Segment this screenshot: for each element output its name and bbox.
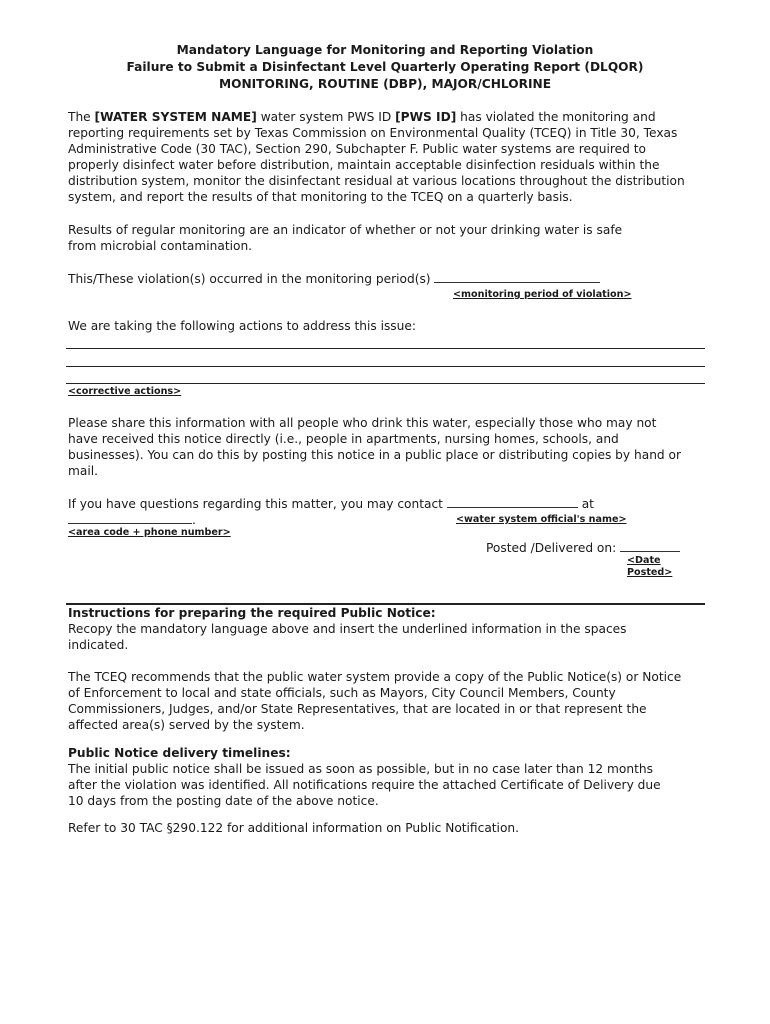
tceq-line: The TCEQ recommends that the public water system provide a copy of the Public Notice(s) or Notice (68, 670, 682, 684)
date-tag-line-2: Posted> (627, 567, 673, 578)
share-line: businesses). You can do this by posting this notice in a public place or distributing copies by hand or (68, 448, 681, 462)
intro-line: properly disinfect water before distribution, maintain acceptable disinfection residuals within the (68, 158, 660, 172)
intro-line: Administrative Code (30 TAC), Section 290, Subchapter F. Public water systems are required to (68, 142, 646, 156)
date-tag-line-1: <Date (627, 555, 661, 566)
period-line (68, 270, 708, 287)
intro-line: distribution system, monitor the disinfectant residual at various locations throughout the distribution (68, 174, 685, 188)
title-line-3: MONITORING, ROUTINE (DBP), MAJOR/CHLORINE (218, 77, 552, 91)
share-line: mail. (68, 464, 98, 478)
timeline-line: The initial public notice shall be issued as soon as possible, but in no case later than 12 months (68, 762, 653, 776)
pws-id-placeholder: [PWS ID] (395, 110, 457, 124)
phone-line (68, 511, 196, 528)
title-line-1: Mandatory Language for Monitoring and Reporting Violation (176, 43, 594, 57)
period-text: This/These violation(s) occurred in the monitoring period(s) (68, 272, 431, 286)
posted-line (486, 539, 680, 556)
official-name-blank[interactable] (447, 495, 578, 508)
results-line-2: from microbial contamination. (68, 239, 253, 253)
refer-line: Refer to 30 TAC §290.122 for additional information on Public Notification. (68, 821, 520, 835)
timeline-line: after the violation was identified. All notifications require the attached Certificate of Delivery due (68, 778, 661, 792)
timeline-heading: Public Notice delivery timelines: (68, 746, 291, 760)
tceq-line: affected area(s) served by the system. (68, 718, 305, 732)
phone-number-tag: <area code + phone number> (68, 527, 231, 538)
phone-number-blank[interactable] (68, 511, 192, 524)
intro-text-1: water system PWS ID (260, 110, 392, 124)
recopy-line: indicated. (68, 638, 129, 652)
actions-text: We are taking the following actions to address this issue: (68, 319, 416, 333)
corrective-action-line-3[interactable] (66, 383, 705, 384)
intro-line: system, and report the results of that monitoring to the TCEQ on a quarterly basis. (68, 190, 573, 204)
corrective-action-line-2[interactable] (66, 366, 705, 367)
contact-line (68, 495, 708, 512)
title-line-2: Failure to Submit a Disinfectant Level Quarterly Operating Report (DLQOR) (126, 60, 644, 74)
intro-line-1-end: has violated the monitoring and (460, 110, 656, 124)
official-name-tag: <water system official's name> (456, 514, 627, 525)
intro-line: reporting requirements set by Texas Commission on Environmental Quality (TCEQ) in Title 30, Texas (68, 126, 678, 140)
instructions-heading: Instructions for preparing the required Public Notice: (68, 606, 436, 620)
posted-label: Posted /Delivered on: (486, 541, 617, 555)
contact-text: If you have questions regarding this matter, you may contact (68, 497, 443, 511)
share-line: Please share this information with all people who drink this water, especially those who may not (68, 416, 657, 430)
share-line: have received this notice directly (i.e., people in apartments, nursing homes, schools, and (68, 432, 619, 446)
water-system-name-placeholder: [WATER SYSTEM NAME] (94, 110, 257, 124)
contact-at: at (581, 497, 594, 511)
tceq-line: of Enforcement to local and state officials, such as Mayors, City Council Members, County (68, 686, 616, 700)
tceq-line: Commissioners, Judges, and/or State Representatives, that are located in or that represent the (68, 702, 647, 716)
results-line-1: Results of regular monitoring are an indicator of whether or not your drinking water is safe (68, 223, 623, 237)
phone-period: . (192, 513, 196, 527)
recopy-line: Recopy the mandatory language above and insert the underlined information in the spaces (68, 622, 627, 636)
corrective-action-line-1[interactable] (66, 348, 705, 349)
monitoring-period-blank[interactable] (434, 270, 600, 283)
intro-the: The (68, 110, 91, 124)
monitoring-period-tag: <monitoring period of violation> (453, 289, 632, 300)
timeline-line: 10 days from the posting date of the above notice. (68, 794, 379, 808)
date-posted-blank[interactable] (620, 539, 680, 552)
corrective-actions-tag: <corrective actions> (68, 386, 182, 397)
intro-line-1 (68, 109, 708, 125)
